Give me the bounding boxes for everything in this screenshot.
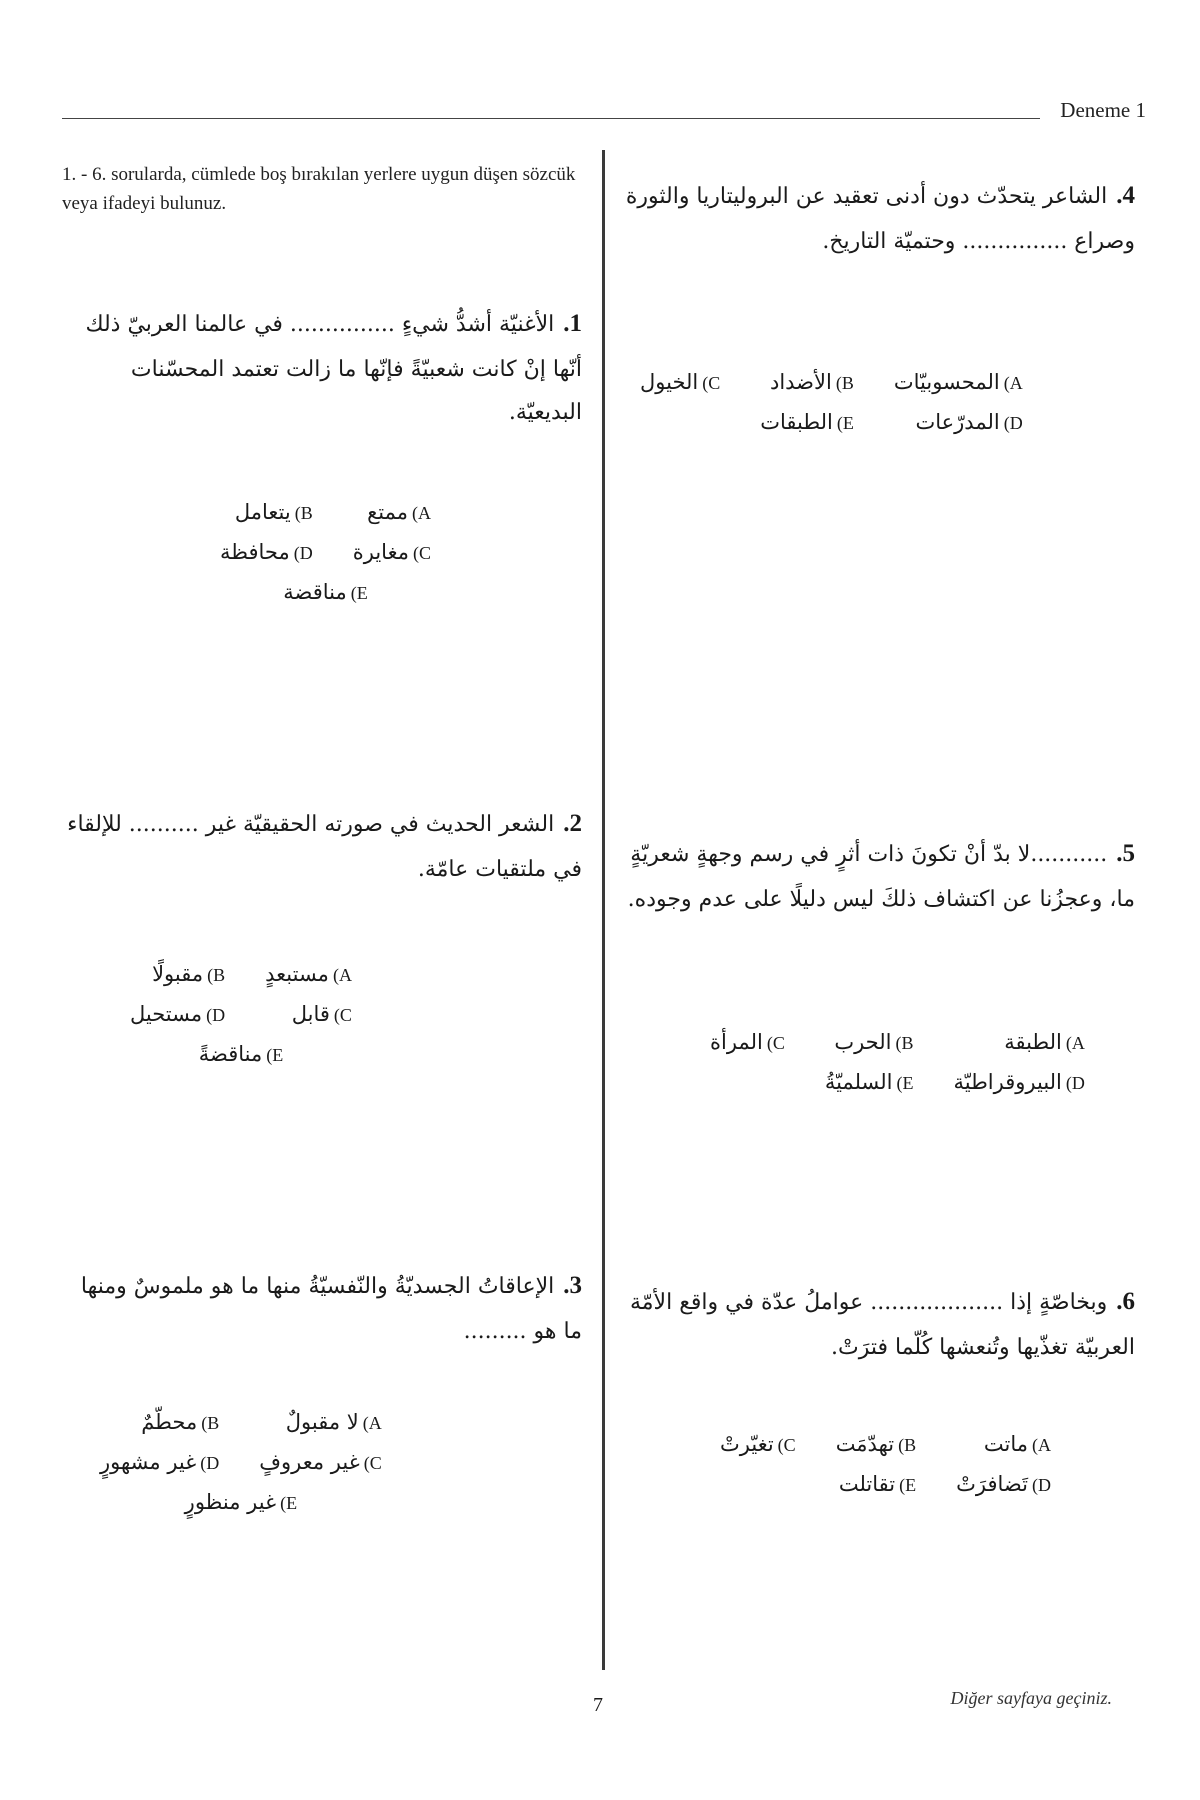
q6-option-b[interactable]: B)تهدّمَت (835, 1432, 917, 1456)
q4-option-e[interactable]: E)الطبقات (760, 410, 854, 434)
question-number: 6. (1116, 1288, 1135, 1315)
question-number: 1. (563, 310, 582, 337)
question-text: وبخاصّةٍ إذا ................... عواملُ عدّة في واقع الأمّة العربيّة تغذّيها وتُنعشها كُلّما فترَتْ. (629, 1290, 1135, 1360)
q6-options (720, 1432, 1051, 1496)
q3-options (100, 1410, 382, 1514)
q3-option-a[interactable]: A)لا مقبولٌ (285, 1410, 382, 1434)
q1-option-b[interactable]: B)يتعامل (234, 500, 313, 524)
question-number: 4. (1116, 182, 1135, 209)
q5-options (710, 1030, 1085, 1094)
q4-option-a[interactable]: A)المحسوبيّات (893, 370, 1023, 394)
q2-options (130, 962, 352, 1066)
question-1 (62, 300, 582, 435)
instructions-text: 1. - 6. sorularda, cümlede boş bırakılan yerlere uygun düşen sözcük veya ifadeyi bulunuz. (62, 164, 576, 215)
q6-option-d[interactable]: D)تَضافرَتْ (956, 1472, 1051, 1496)
q5-option-a[interactable]: A)الطبقة (1004, 1030, 1085, 1054)
footer-next-page-note: Diğer sayfaya geçiniz. (950, 1688, 1112, 1708)
q1-option-a[interactable]: A)ممتع (367, 500, 431, 524)
q4-option-c[interactable]: C)الخيول (640, 370, 721, 394)
question-3 (62, 1262, 582, 1354)
q2-option-e[interactable]: E)مناقضةً (198, 1042, 284, 1066)
page-header-title: Deneme 1 (1060, 98, 1146, 122)
page-number: 7 (593, 1694, 603, 1716)
q1-option-e[interactable]: E)مناقضة (283, 580, 368, 604)
q6-option-a[interactable]: A)ماتت (983, 1432, 1051, 1456)
q4-option-b[interactable]: B)الأضداد (769, 370, 854, 394)
q6-option-c[interactable]: C)تغيّرتْ (720, 1432, 796, 1456)
question-6 (625, 1278, 1135, 1370)
q3-option-b[interactable]: B)محطّمٌ (141, 1410, 220, 1434)
q5-option-c[interactable]: C)المرأة (710, 1030, 785, 1054)
q2-option-b[interactable]: B)مقبولًا (152, 962, 226, 986)
question-5 (625, 830, 1135, 922)
question-number: 2. (563, 810, 582, 837)
question-number: 3. (563, 1272, 582, 1299)
q3-option-d[interactable]: D)غير مشهورٍ (100, 1450, 220, 1474)
q5-option-d[interactable]: D)البيروقراطيّة (953, 1070, 1085, 1094)
question-4 (625, 172, 1135, 264)
q4-option-d[interactable]: D)المدرّعات (915, 410, 1023, 434)
question-text: الأغنيّة أشدُّ شيءٍ ............... في عالمنا العربيّ ذلك أنّها إنْ كانت شعبيّةً فإنّها ما زالت تعتمد المحسّنات البديعيّة. (85, 312, 582, 425)
q5-option-e[interactable]: E)السلميّةُ (824, 1070, 914, 1094)
question-text: الشاعر يتحدّث دون أدنى تعقيد عن البروليتاريا والثورة وصراع ............... وحتميّة التاريخ. (625, 184, 1135, 254)
q1-option-c[interactable]: C)مغايرة (352, 540, 431, 564)
q1-options (220, 500, 431, 604)
question-text: الشعر الحديث في صورته الحقيقيّة غير .......... للإلقاء في ملتقيات عامّة. (67, 812, 582, 882)
question-number: 5. (1116, 840, 1135, 867)
question-text: الإعاقاتُ الجسديّةُ والنّفسيّةُ منها ما هو ملموسٌ ومنها ما هو ......... (80, 1274, 582, 1344)
header-divider (62, 118, 1040, 119)
q2-option-c[interactable]: C)قابل (291, 1002, 352, 1026)
q2-option-d[interactable]: D)مستحيل (130, 1002, 226, 1026)
q3-option-c[interactable]: C)غير معروفٍ (259, 1450, 382, 1474)
q5-option-b[interactable]: B)الحرب (834, 1030, 914, 1054)
q4-options (640, 370, 1023, 434)
q1-option-d[interactable]: D)محافظة (220, 540, 313, 564)
question-2 (62, 800, 582, 892)
column-divider (602, 150, 605, 1670)
question-text: ...........لا بدّ أنْ تكونَ ذات أثرٍ في رسم وجهةٍ شعريّةٍ ما، وعجزُنا عن اكتشاف ذلكَ ليس دليلًا على عدم وجوده. (627, 842, 1135, 912)
q2-option-a[interactable]: A)مستبعدٍ (265, 962, 352, 986)
q3-option-e[interactable]: E)غير منظورٍ (184, 1490, 298, 1514)
q6-option-e[interactable]: E)تقاتلت (838, 1472, 917, 1496)
